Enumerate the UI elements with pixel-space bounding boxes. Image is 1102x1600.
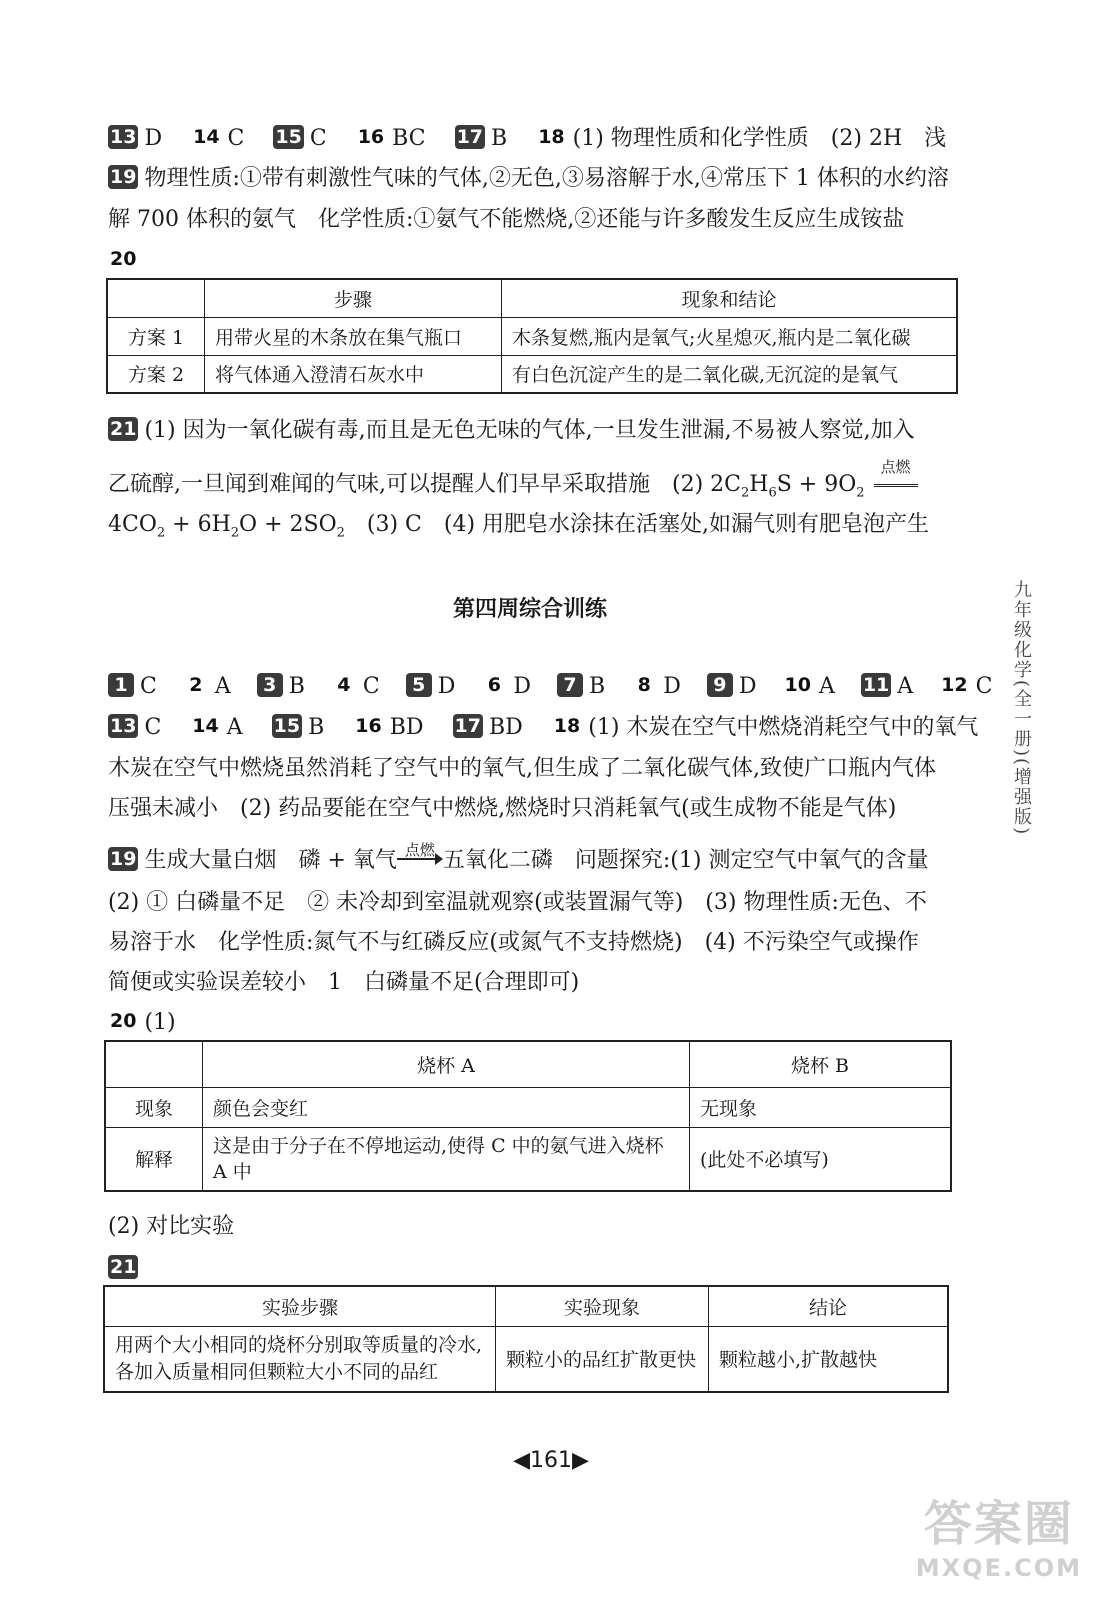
condition-label: 点燃 [404, 841, 435, 859]
page-number: ◀161▶ [513, 1448, 589, 1473]
table-q21-section2 [103, 1285, 949, 1393]
subscript: 2 [856, 485, 865, 501]
answer-text: 简便或实验误差较小 1 白磷量不足(合理即可) [108, 970, 580, 995]
subscript: 2 [336, 525, 345, 541]
answer-20-label [108, 246, 144, 276]
table-header: 结论 [709, 1286, 949, 1326]
table-header: 烧杯 A [203, 1041, 690, 1087]
table-header: 实验步骤 [104, 1286, 496, 1326]
answer-21-line1 [108, 416, 915, 446]
table-q20-section2 [104, 1040, 952, 1192]
answer-18-line3 [108, 794, 896, 824]
table-cell: 颗粒越小,扩散越快 [709, 1326, 949, 1392]
q-number: 10 [784, 674, 811, 696]
answer: A [897, 674, 914, 699]
answer-19-line2 [108, 205, 904, 235]
q-number: 8 [637, 674, 651, 696]
q-number-badge: 5 [406, 673, 432, 697]
reaction-arrow [397, 841, 443, 863]
answer-text: 解 700 体积的氨气 化学性质:①氨气不能燃烧,②还能与许多酸发生反应生成铵盐 [108, 207, 905, 232]
table-cell: 解释 [105, 1127, 203, 1191]
table-cell: 这是由于分子在不停地运动,使得 C 中的氨气进入烧杯 A 中 [203, 1127, 690, 1191]
table-header: 烧杯 B [690, 1041, 952, 1087]
table-cell: 颜色会变红 [203, 1087, 690, 1127]
answer: A [226, 715, 243, 740]
answer-text: 4CO [108, 512, 157, 537]
table-cell-empty [105, 1041, 203, 1087]
answer-text: O + 2SO [239, 512, 337, 537]
q-number-badge: 3 [257, 673, 283, 697]
q-number: 20 [110, 1010, 137, 1032]
table-cell: 用两个大小相同的烧杯分别取等质量的冷水,各加入质量相同但颗粒大小不同的品红 [104, 1326, 496, 1392]
answer-text: 乙硫醇,一旦闻到难闻的气味,可以提醒人们早早采取措施 (2) 2C [108, 472, 741, 497]
q-number-badge: 7 [557, 673, 583, 697]
answer: D [663, 674, 681, 699]
q-number-badge: 9 [707, 673, 733, 697]
subscript: 2 [156, 525, 166, 541]
answer: A [818, 674, 835, 699]
reaction-condition [872, 458, 920, 500]
answer-18-line2 [108, 754, 936, 784]
condition-label: 点燃 [880, 458, 911, 476]
subscript: 2 [230, 525, 240, 541]
q-number: 20 [110, 248, 137, 270]
answer-text: S + 9O [776, 472, 857, 497]
table-cell-empty [107, 279, 205, 317]
table-header: 现象和结论 [502, 279, 958, 317]
q-number: 14 [192, 715, 219, 737]
q-number-badge: 1 [108, 673, 134, 697]
answer-row-13-18 [108, 124, 946, 154]
q-number-badge: 15 [273, 715, 301, 737]
answer: A [214, 674, 231, 699]
answer-19-line1 [108, 841, 929, 876]
table-cell: (此处不必填写) [690, 1127, 952, 1191]
answer-text: + 6H [165, 512, 231, 537]
answer-19-line3 [108, 928, 919, 958]
answer-21-line2 [108, 458, 920, 508]
q-number-badge: 13 [110, 126, 137, 148]
double-bar [874, 484, 918, 487]
q-number-badge: 17 [456, 126, 484, 148]
answer-text: (2) ① 白磷量不足 ② 未冷却到室温就观察(或装置漏气等) (3) 物理性质:无色、不 [108, 890, 927, 915]
q-number: 18 [538, 126, 565, 148]
answer: C [227, 126, 245, 151]
table-cell: 将气体通入澄清石灰水中 [205, 355, 502, 393]
subscript: 6 [768, 485, 777, 501]
table-cell: 颗粒小的品红扩散更快 [496, 1326, 709, 1392]
q-number: 12 [941, 674, 968, 696]
table-cell: 方案 1 [107, 317, 205, 355]
answer-19-line1 [108, 164, 949, 194]
q-number-badge: 19 [110, 848, 137, 870]
answer: C [975, 674, 993, 699]
answer-text: (2) 对比实验 [108, 1214, 235, 1239]
watermark-line1: 答案圈 [923, 1496, 1074, 1552]
answer: BD [389, 715, 424, 740]
answer: C [309, 126, 327, 151]
q-number-badge: 15 [275, 126, 302, 148]
table-cell: 用带火星的木条放在集气瓶口 [205, 317, 502, 355]
q-number: 2 [189, 674, 203, 696]
watermark [916, 1485, 1082, 1582]
answer-20-part2 [108, 1212, 234, 1242]
answer-19-line2 [108, 888, 927, 918]
table-q20-section1 [106, 278, 958, 394]
answer-text: H [749, 472, 769, 497]
answer-text: 五氧化二磷 问题探究:(1) 测定空气中氧气的含量 [442, 848, 929, 873]
q-number: 18 [553, 715, 581, 737]
answer-21-line3 [108, 510, 929, 548]
answer-text: (1) [144, 1010, 176, 1035]
watermark-line2: MXQE.COM [915, 1554, 1082, 1582]
answer-text: 易溶于水 化学性质:氮气不与红磷反应(或氮气不支持燃烧) (4) 不污染空气或操作 [108, 930, 919, 955]
answer-text: 木炭在空气中燃烧虽然消耗了空气中的氧气,但生成了二氧化碳气体,致使广口瓶内气体 [108, 756, 936, 781]
answer-text: (1) 因为一氧化碳有毒,而且是无色无味的气体,一旦发生泄漏,不易被人察觉,加入 [144, 418, 915, 443]
q-number-badge: 21 [110, 1256, 137, 1278]
answer-text: 物理性质:①带有刺激性气味的气体,②无色,③易溶解于水,④常压下 1 体积的水约溶 [144, 166, 949, 191]
answer: BD [488, 715, 523, 740]
q-number: 14 [193, 126, 220, 148]
answer: BC [392, 126, 426, 151]
answer: (1) 物理性质和化学性质 (2) 2H 浅 [572, 126, 947, 151]
answer-row-1-12 [108, 672, 992, 702]
q-number: 4 [337, 674, 351, 696]
subscript: 2 [740, 485, 750, 501]
answer-20-label [108, 1008, 176, 1038]
q-number: 6 [487, 674, 501, 696]
table-cell: 现象 [105, 1087, 203, 1127]
q-number-badge: 17 [454, 715, 481, 737]
answer: C [140, 674, 157, 699]
answer: B [288, 674, 305, 699]
answer-21-label [108, 1254, 144, 1284]
answer: D [144, 126, 163, 151]
answer-text: (3) C (4) 用肥皂水涂抹在活塞处,如漏气则有肥皂泡产生 [344, 512, 930, 537]
q-number-badge: 11 [862, 674, 890, 696]
answer: C [144, 715, 162, 740]
answer: D [437, 674, 456, 699]
table-cell: 有白色沉淀产生的是二氧化碳,无沉淀的是氧气 [502, 355, 958, 393]
q-number: 16 [355, 715, 382, 737]
q-number-badge: 21 [110, 418, 137, 440]
answer: B [308, 715, 325, 740]
q-number-badge: 19 [110, 166, 137, 188]
answer-19-line4 [108, 968, 579, 998]
answer: B [589, 674, 606, 699]
q-number: 16 [357, 126, 385, 148]
table-cell: 无现象 [690, 1087, 952, 1127]
section-title: 第四周综合训练 [452, 596, 607, 622]
answer: D [738, 674, 757, 699]
answer-text: 生成大量白烟 磷 + 氧气 [144, 848, 397, 873]
answer-text: 压强未减小 (2) 药品要能在空气中燃烧,燃烧时只消耗氧气(或生成物不能是气体) [108, 796, 897, 821]
answer: (1) 木炭在空气中燃烧消耗空气中的氧气 [588, 715, 979, 740]
table-cell: 方案 2 [107, 355, 205, 393]
answer-row-13-18 [108, 713, 978, 743]
q-number-badge: 13 [110, 715, 137, 737]
table-header: 步骤 [205, 279, 502, 317]
table-cell: 木条复燃,瓶内是氧气;火星熄灭,瓶内是二氧化碳 [502, 317, 958, 355]
answer: B [491, 126, 508, 151]
side-running-title: 九年级化学(全一册)(增强版) [1011, 580, 1032, 837]
answer: C [362, 674, 380, 699]
table-header: 实验现象 [496, 1286, 709, 1326]
answer: D [513, 674, 532, 699]
